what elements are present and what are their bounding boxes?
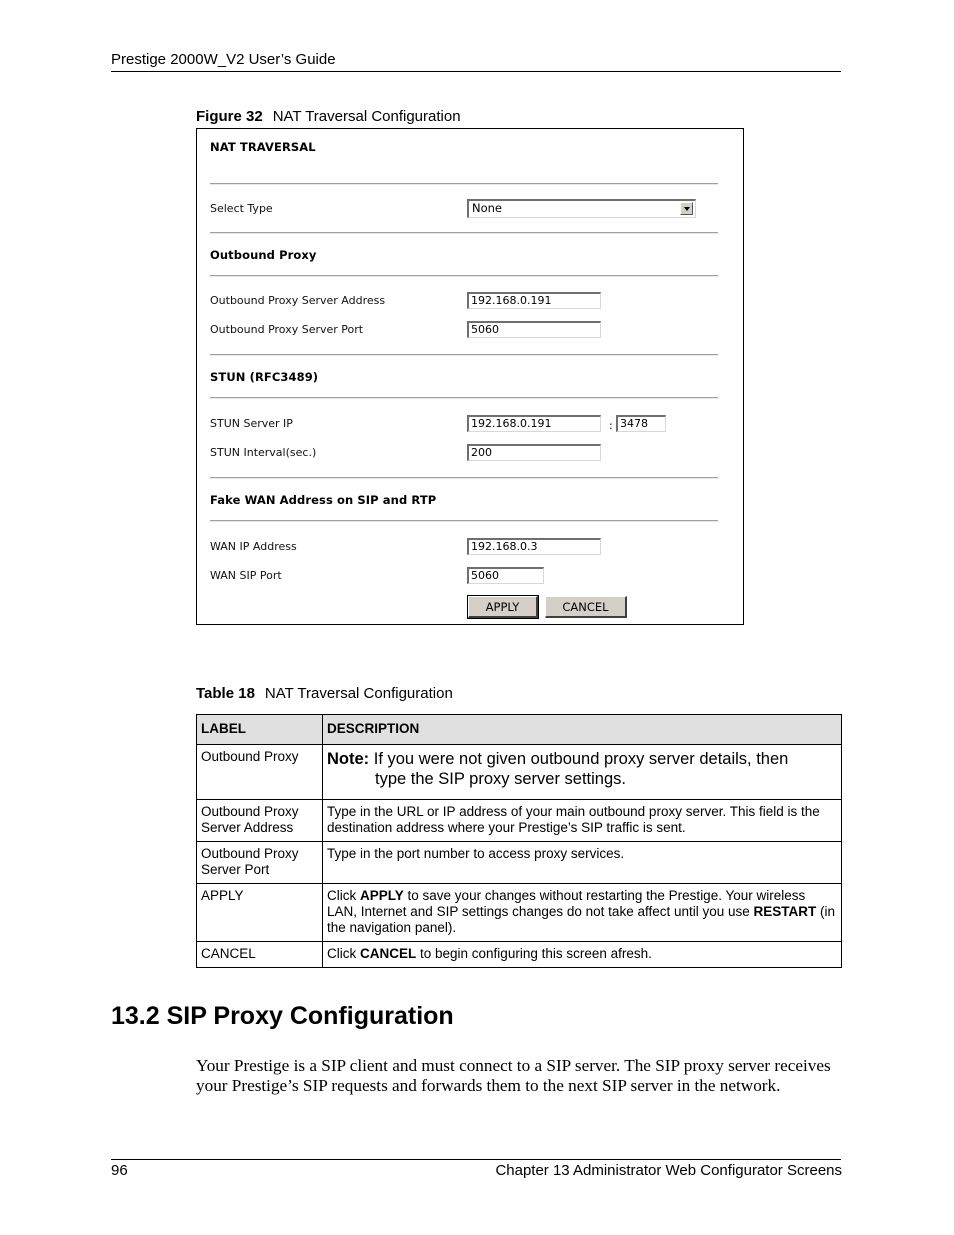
port-separator: : <box>609 419 613 432</box>
table-row <box>197 942 842 968</box>
desc-text: Click <box>327 888 360 903</box>
note-head: Note: <box>327 750 370 768</box>
wan-sip-port-label: WAN SIP Port <box>210 569 282 582</box>
select-type-label: Select Type <box>210 202 273 215</box>
chevron-down-icon[interactable] <box>680 202 693 215</box>
select-type-dropdown[interactable] <box>467 199 696 218</box>
row-label: Outbound Proxy Server Address <box>197 800 323 842</box>
wan-ip-label: WAN IP Address <box>210 540 297 553</box>
stun-interval-input[interactable]: 200 <box>467 444 601 461</box>
stun-server-port-input[interactable]: 3478 <box>616 415 666 432</box>
stun-server-ip-input[interactable]: 192.168.0.191 <box>467 415 601 432</box>
screen-title: NAT TRAVERSAL <box>210 140 316 154</box>
cancel-button[interactable]: CANCEL <box>545 596 627 618</box>
row-label: APPLY <box>197 884 323 942</box>
table-number: Table 18 <box>196 685 255 702</box>
wan-ip-input[interactable]: 192.168.0.3 <box>467 538 601 555</box>
table-row <box>197 884 842 942</box>
row-description <box>323 942 842 968</box>
nat-traversal-screen <box>196 128 744 625</box>
row-description: Type in the port number to access proxy services. <box>323 842 842 884</box>
divider <box>210 183 718 185</box>
figure-number: Figure 32 <box>196 108 263 125</box>
divider <box>210 275 718 277</box>
divider <box>210 520 718 522</box>
outbound-proxy-heading: Outbound Proxy <box>210 248 317 262</box>
figure-caption <box>196 108 461 125</box>
select-type-value: None <box>472 201 503 215</box>
wan-sip-port-input[interactable]: 5060 <box>467 567 544 584</box>
outbound-proxy-port-input[interactable]: 5060 <box>467 321 601 338</box>
desc-bold: CANCEL <box>360 946 417 961</box>
fake-wan-heading: Fake WAN Address on SIP and RTP <box>210 493 437 507</box>
figure-title: NAT Traversal Configuration <box>272 108 461 125</box>
table-row <box>197 800 842 842</box>
header-description: DESCRIPTION <box>323 715 842 745</box>
outbound-proxy-address-label: Outbound Proxy Server Address <box>210 294 386 307</box>
table-caption <box>196 685 453 702</box>
note-line-2: type the SIP proxy server settings. <box>375 770 626 788</box>
row-description: Type in the URL or IP address of your main outbound proxy server. This field is the destination address where your Prestige’s SIP traffic is sent. <box>323 800 842 842</box>
row-label: CANCEL <box>197 942 323 968</box>
apply-button[interactable]: APPLY <box>468 596 538 618</box>
desc-bold: RESTART <box>753 904 817 919</box>
row-description <box>323 884 842 942</box>
outbound-proxy-address-input[interactable]: 192.168.0.191 <box>467 292 601 309</box>
divider <box>210 232 718 234</box>
desc-text: (in the navigation panel). <box>327 904 836 935</box>
chapter-title: Chapter 13 Administrator Web Configurator Screens <box>495 1162 842 1179</box>
table-row <box>197 745 842 800</box>
divider <box>210 397 718 399</box>
desc-text: to save your changes without restarting the Prestige. Your wireless LAN, Internet and SIP settings changes do not take affect until you use <box>327 888 806 919</box>
table-row <box>197 842 842 884</box>
note <box>327 749 837 789</box>
stun-heading: STUN (RFC3489) <box>210 370 319 384</box>
header-rule <box>111 71 841 72</box>
header-label: LABEL <box>197 715 323 745</box>
page-number: 96 <box>111 1162 128 1179</box>
page-header: Prestige 2000W_V2 User’s Guide <box>111 51 336 68</box>
stun-server-ip-label: STUN Server IP <box>210 417 293 430</box>
note-line-1: If you were not given outbound proxy server details, then <box>369 750 789 768</box>
desc-bold: APPLY <box>360 888 404 903</box>
desc-text: to begin configuring this screen afresh. <box>416 946 652 961</box>
divider <box>210 354 718 356</box>
row-label: Outbound Proxy <box>197 745 323 800</box>
table-title: NAT Traversal Configuration <box>264 685 453 702</box>
divider <box>210 477 718 479</box>
footer-rule <box>111 1159 841 1160</box>
table-header-row <box>197 715 842 745</box>
desc-text: Click <box>327 946 360 961</box>
section-title: 13.2 SIP Proxy Configuration <box>111 1002 454 1030</box>
outbound-proxy-port-label: Outbound Proxy Server Port <box>210 323 364 336</box>
stun-interval-label: STUN Interval(sec.) <box>210 446 317 459</box>
body-paragraph: Your Prestige is a SIP client and must connect to a SIP server. The SIP proxy server receives your Prestige’s SIP requests and forwards them to the next SIP server in the network. <box>196 1056 831 1095</box>
description-table <box>196 714 842 968</box>
row-label: Outbound Proxy Server Port <box>197 842 323 884</box>
row-description <box>323 745 842 800</box>
